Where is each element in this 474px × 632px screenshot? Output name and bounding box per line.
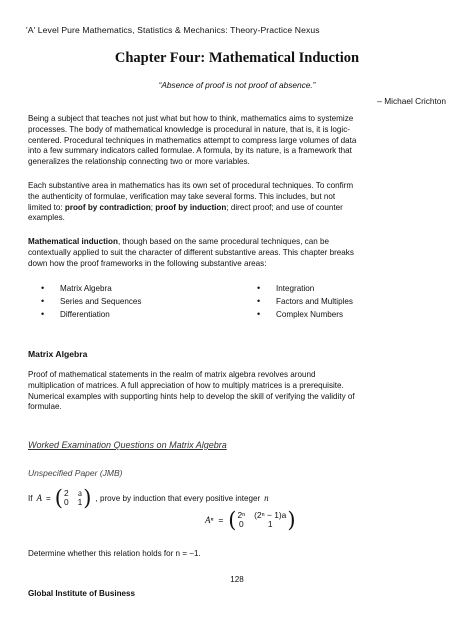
worked-questions-heading: Worked Examination Questions on Matrix Algebra <box>28 440 227 450</box>
question-statement <box>28 488 269 508</box>
paragraph-line: contextually applied to suit the character of different substantive areas. This chapter breaks <box>28 247 354 257</box>
if-text: If <box>28 493 33 503</box>
paragraph-line: the authenticity of formulae, verification may take several forms. This includes, but not <box>28 191 336 201</box>
text-run: ; <box>150 202 156 212</box>
list-item <box>36 295 141 308</box>
right-paren-icon: ) <box>83 486 92 510</box>
paragraph-line: processes. The body of mathematical knowledge is procedural in nature, that is, it is logic- <box>28 124 350 134</box>
bullet-icon: • <box>257 309 261 319</box>
chapter-title: Chapter Four: Mathematical Induction <box>114 50 360 66</box>
n-variable: n <box>264 493 269 503</box>
bullet-icon: • <box>41 309 45 319</box>
paragraph-line <box>28 203 446 214</box>
matrix-entry: 1 <box>267 519 273 529</box>
matrix-grid <box>236 511 287 529</box>
list-item-label: Factors and Multiples <box>276 297 353 306</box>
list-item-label: Complex Numbers <box>276 310 344 319</box>
list-item <box>252 282 353 295</box>
question-text: , prove by induction that every positive integer <box>95 493 261 503</box>
verification-paragraph <box>28 181 446 224</box>
paragraph-line <box>28 237 446 248</box>
determine-question: Determine whether this relation holds for n = −1. <box>28 549 201 558</box>
bullet-icon: • <box>257 283 261 293</box>
matrix-grid <box>63 489 83 507</box>
matrix-entry: 2ⁿ <box>237 510 246 520</box>
text-run: limited to: <box>28 202 65 212</box>
paragraph-line: down how the proof frameworks in the following substantive areas: <box>28 258 267 268</box>
paragraph-line: Numerical examples with supporting hints help to develop the skill of verifying the validity of <box>28 391 355 401</box>
bold-term: proof by induction <box>155 202 227 212</box>
paragraph-line: Each substantive area in mathematics has its own set of procedural techniques. To confirm <box>28 181 354 190</box>
left-paren-icon: ( <box>228 508 237 532</box>
paragraph-line: generalizes the relationship connecting two or more variables. <box>28 157 250 167</box>
matrix-entry: (2ⁿ − 1)a <box>254 510 287 520</box>
list-item-label: Matrix Algebra <box>60 284 112 293</box>
list-item-label: Integration <box>276 284 315 293</box>
bullet-list-right <box>252 282 353 321</box>
matrix-entry: 1 <box>77 497 83 507</box>
text-run: , though based on the same procedural techniques, can be <box>117 237 329 246</box>
bullet-list-left <box>36 282 141 321</box>
list-item <box>252 308 353 321</box>
equals-sign: = <box>218 515 224 525</box>
paragraph-line: examples. <box>28 213 65 223</box>
bullet-icon: • <box>41 296 45 306</box>
list-item-label: Series and Sequences <box>60 297 142 306</box>
list-item <box>36 308 141 321</box>
bullet-icon: • <box>41 283 45 293</box>
list-item <box>36 282 141 295</box>
intro-paragraph <box>28 114 446 168</box>
bold-term: Mathematical induction <box>28 237 118 246</box>
running-header: 'A' Level Pure Mathematics, Statistics & Mechanics: Theory-Practice Nexus <box>26 25 320 35</box>
matrix-a-power-n <box>228 510 295 530</box>
matrix-entry: a <box>77 488 82 498</box>
matrix-entry: 0 <box>238 519 244 529</box>
paragraph-line: multiplication of matrices. A full appreciation of how to multiply matrices is a prerequisite. <box>28 380 344 390</box>
list-item-label: Differentiation <box>60 310 110 319</box>
section-heading: Matrix Algebra <box>28 349 88 359</box>
matrix-algebra-paragraph <box>28 370 446 413</box>
right-paren-icon: ) <box>287 508 296 532</box>
matrix-entry: 2 <box>63 488 69 498</box>
a-power-n: Aⁿ <box>205 515 214 525</box>
epigraph-author: – Michael Crichton <box>377 96 446 106</box>
induction-paragraph <box>28 237 446 269</box>
paragraph-line: formulae. <box>28 402 62 412</box>
bullet-icon: • <box>257 296 261 306</box>
paragraph-line: into a few summary indicators called formulae. A formula, by its nature, is a framework that <box>28 146 352 156</box>
bold-term: proof by contradiction <box>64 202 151 212</box>
page-number: 128 <box>230 575 244 584</box>
left-paren-icon: ( <box>54 486 63 510</box>
matrix-a <box>55 488 92 508</box>
list-item <box>252 295 353 308</box>
matrix-entry: 0 <box>63 497 69 507</box>
paper-label: Unspecified Paper (JMB) <box>28 468 123 478</box>
induction-result <box>205 510 296 530</box>
equals-sign: = <box>46 493 51 503</box>
page-footer: Global Institute of Business <box>28 589 136 598</box>
matrix-variable: A <box>36 493 42 503</box>
paragraph-line: Proof of mathematical statements in the realm of matrix algebra revolves around <box>28 370 316 379</box>
paragraph-line: centered. Procedural techniques in mathematics attempt to compress large volumes of data <box>28 135 357 145</box>
epigraph-quote: “Absence of proof is not proof of absence.” <box>158 80 316 90</box>
paragraph-line: Being a subject that teaches not just what but how to think, mathematics aims to systemize <box>28 114 354 123</box>
text-run: ; direct proof; and use of counter <box>226 202 343 212</box>
